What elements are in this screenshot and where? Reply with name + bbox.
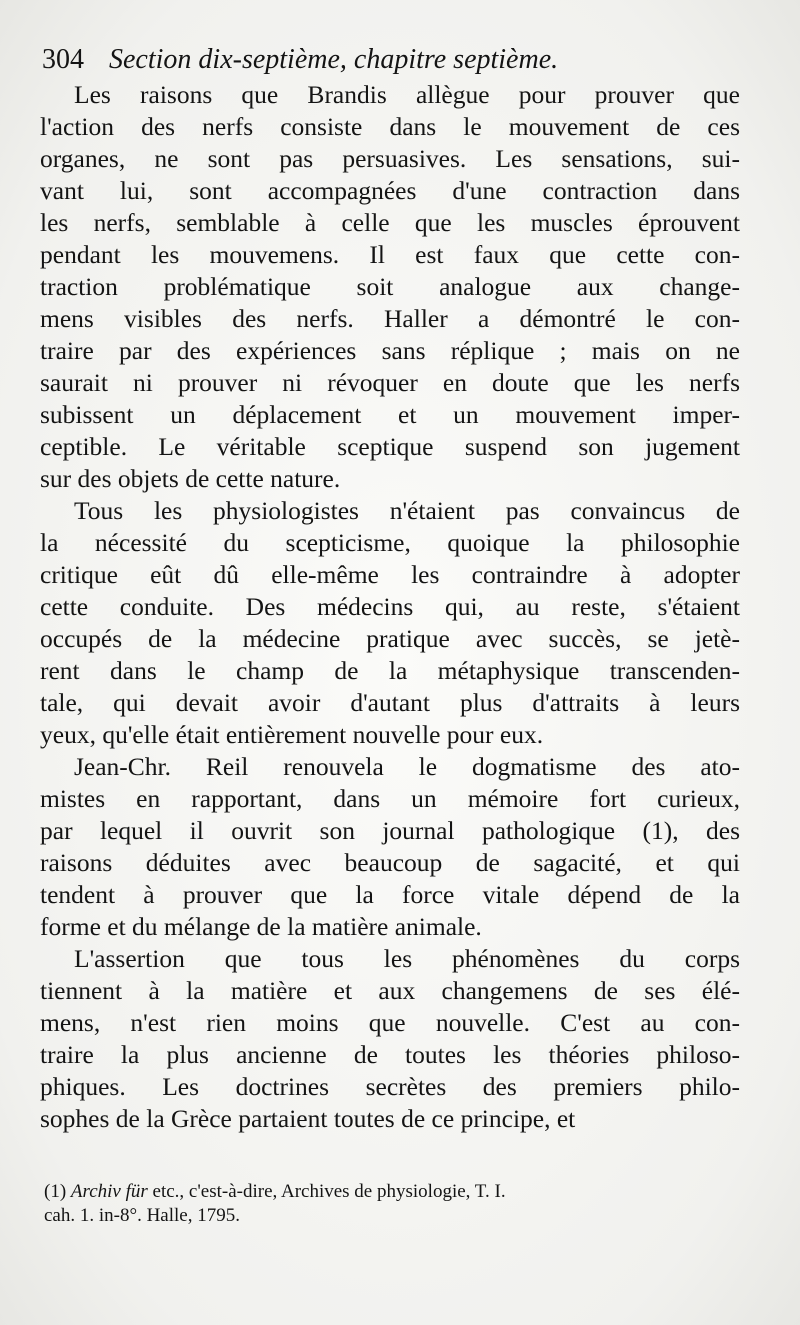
paragraph <box>40 495 740 751</box>
footnote <box>44 1180 736 1228</box>
text-line: organes, ne sont pas persuasives. Les sensations, sui- <box>40 144 740 173</box>
text-line: ceptible. Le véritable sceptique suspend son jugement <box>40 432 740 461</box>
paragraph <box>40 751 740 943</box>
text-line: Tous les physiologistes n'étaient pas convaincus de <box>74 496 740 525</box>
text-line: yeux, qu'elle était entièrement nouvelle pour eux. <box>40 720 544 749</box>
text-line: traire par des expériences sans réplique ; mais on ne <box>40 336 740 365</box>
text-line: mens, n'est rien moins que nouvelle. C'est au con- <box>40 1008 740 1037</box>
paragraph <box>40 943 740 1135</box>
footnote-title: Archiv für <box>70 1181 148 1202</box>
running-title: Section dix-septième, chapitre septième. <box>109 44 559 75</box>
footnote-marker: (1) <box>44 1181 67 1202</box>
page-number: 304 <box>42 44 84 75</box>
paragraph <box>40 79 740 495</box>
footnote-line-1 <box>44 1180 736 1204</box>
text-line: mens visibles des nerfs. Haller a démontré le con- <box>40 304 740 333</box>
text-line: l'action des nerfs consiste dans le mouvement de ces <box>40 112 740 141</box>
text-line: occupés de la médecine pratique avec succès, se jetè- <box>40 624 740 653</box>
page-header <box>42 40 762 80</box>
footnote-line-2: cah. 1. in-8°. Halle, 1795. <box>44 1205 240 1226</box>
text-line: cette conduite. Des médecins qui, au reste, s'étaient <box>40 592 740 621</box>
text-line: sur des objets de cette nature. <box>40 464 341 493</box>
text-line: Les raisons que Brandis allègue pour prouver que <box>74 80 740 109</box>
text-line: tiennent à la matière et aux changemens de ses élé- <box>40 976 740 1005</box>
text-line: pendant les mouvemens. Il est faux que cette con- <box>40 240 740 269</box>
text-line: subissent un déplacement et un mouvement imper- <box>40 400 740 429</box>
main-text <box>40 79 740 1135</box>
text-line: Jean-Chr. Reil renouvela le dogmatisme des ato- <box>74 752 740 781</box>
text-line: forme et du mélange de la matière animale. <box>40 912 482 941</box>
text-line: la nécessité du scepticisme, quoique la philosophie <box>40 528 740 557</box>
text-line: mistes en rapportant, dans un mémoire fort curieux, <box>40 784 740 813</box>
text-line: traction problématique soit analogue aux change- <box>40 272 740 301</box>
text-line: L'assertion que tous les phénomènes du corps <box>74 944 740 973</box>
text-line: rent dans le champ de la métaphysique transcenden- <box>40 656 740 685</box>
footnote-text: etc., c'est-à-dire, Archives de physiologie, T. I. <box>152 1181 506 1202</box>
text-line: tale, qui devait avoir d'autant plus d'attraits à leurs <box>40 688 740 717</box>
text-line: raisons déduites avec beaucoup de sagacité, et qui <box>40 848 740 877</box>
text-line: vant lui, sont accompagnées d'une contraction dans <box>40 176 740 205</box>
text-line: traire la plus ancienne de toutes les théories philoso- <box>40 1040 740 1069</box>
text-line: phiques. Les doctrines secrètes des premiers philo- <box>40 1072 740 1101</box>
text-line: les nerfs, semblable à celle que les muscles éprouvent <box>40 208 740 237</box>
text-line: par lequel il ouvrit son journal pathologique (1), des <box>40 816 740 845</box>
text-line: sophes de la Grèce partaient toutes de ce principe, et <box>40 1104 576 1133</box>
text-line: critique eût dû elle-même les contraindre à adopter <box>40 560 740 589</box>
text-line: tendent à prouver que la force vitale dépend de la <box>40 880 740 909</box>
text-line: saurait ni prouver ni révoquer en doute que les nerfs <box>40 368 740 397</box>
